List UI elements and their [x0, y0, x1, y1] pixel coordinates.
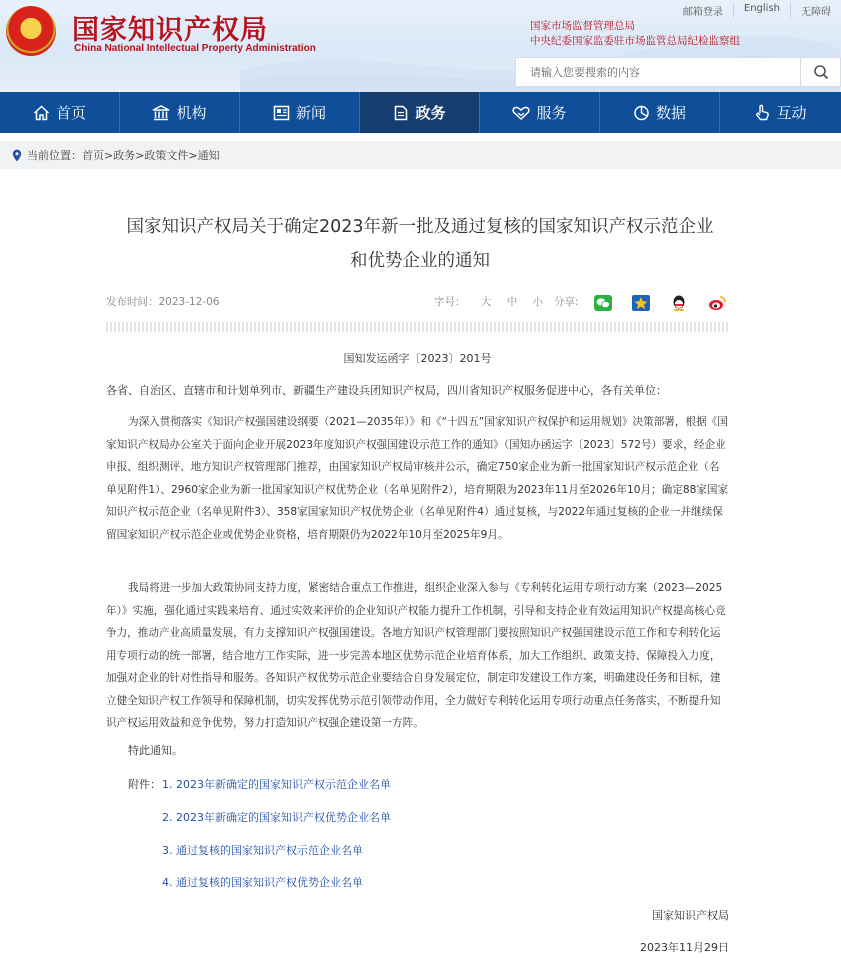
nav-home[interactable]	[0, 92, 120, 133]
closing-text: 特此通知。	[128, 744, 183, 757]
affiliation-samr[interactable]: 国家市场监督管理总局	[530, 20, 635, 32]
national-emblem-logo[interactable]	[6, 6, 56, 56]
font-size-label: 字号：	[434, 296, 466, 308]
addressee: 各省、自治区、直辖市和计划单列市、新疆生产建设兵团知识产权局，四川省知识产权服务促进中心，各有关单位：	[106, 384, 667, 397]
signature: 国家知识产权局	[652, 909, 729, 922]
location-pin-icon	[12, 149, 22, 162]
nav-label: 数据	[655, 104, 686, 122]
news-icon	[273, 105, 290, 121]
search-input[interactable]	[516, 58, 801, 86]
star-icon[interactable]	[632, 295, 650, 311]
nav-organization[interactable]	[120, 92, 240, 133]
body-paragraph-1: 为深入贯彻落实《知识产权强国建设纲要（2021—2035年）》和《“十四五”国家知识产权保护和运用规划》决策部署，根据《国家知识产权局办公室关于面向企业开展2023年度知识产权强国建设示范工作的通知》（国知办函运字〔2023〕572号）要求，经企业申报、组织测评、地方知识产权管理部门推荐，由国家知识产权局审核并公示，确定750家企业为新一批国家知识产权示范企业（名单见附件1）、2960家企业为新一批国家知识产权优势企业（名单见附件2），培育期限为2023年11月至2026年10月；确定88家国家知识产权示范企业（名单见附件3）、358家国家知识产权优势企业（名单见附件4）通过复核，与2022年通过复核的企业一并继续保留国家知识产权示范企业或优势企业资格，培育期限仍为2022年10月至2025年9月。	[106, 416, 729, 541]
data-icon	[633, 105, 650, 121]
nav-label: 机构	[176, 104, 207, 122]
font-size-control	[434, 294, 543, 309]
nav-label: 互动	[776, 104, 807, 122]
search-button[interactable]	[800, 58, 840, 86]
top-links	[673, 3, 841, 18]
attachment-link-4[interactable]: 4. 通过复核的国家知识产权优势企业名单	[162, 876, 363, 889]
main-nav	[0, 92, 841, 133]
search-box	[515, 57, 841, 87]
meta-divider	[106, 322, 729, 332]
home-icon	[33, 105, 50, 121]
star-icon: ★	[26, 19, 39, 35]
nav-data[interactable]	[600, 92, 720, 133]
handshake-icon	[512, 105, 530, 121]
weibo-icon[interactable]	[708, 295, 726, 311]
nav-government-affairs[interactable]	[360, 92, 480, 133]
site-name-en: China National Intellectual Property Administration	[74, 43, 316, 54]
share-label: 分享:	[554, 296, 579, 308]
document-icon	[393, 105, 409, 121]
search-icon	[813, 64, 829, 80]
attachments-label: 附件：	[128, 778, 161, 791]
nav-interaction[interactable]	[720, 92, 841, 133]
attachment-link-3[interactable]: 3. 通过复核的国家知识产权示范企业名单	[162, 844, 363, 857]
font-size-large[interactable]: 大	[480, 296, 492, 308]
nav-services[interactable]	[480, 92, 600, 133]
top-link-english[interactable]: English	[733, 3, 790, 18]
body-paragraph-2: 我局将进一步加大政策协同支持力度，紧密结合重点工作推进，组织企业深入参与《专利转化运用专项行动方案（2023—2025年）》实施，强化通过实践来培育、通过实效来评价的企业知识产权能力提升工作机制，引导和支持企业有效运用知识产权提高核心竞争力，推动产业高质量发展，有力支撑知识产权强国建设。各地方知识产权管理部门要按照知识产权强国建设示范工作和专利转化运用专项行动的统一部署，结合地方工作实际，进一步完善本地区优势示范企业培育体系，加大工作组织、政策支持、保障投入力度，加强对企业的针对性指导和服务。各知识产权优势示范企业要结合自身发展定位，制定印发建设工作方案，明确建设任务和目标，建立健全知识产权工作领导和保障机制，切实发挥优势示范引领带动作用，全力做好专利转化运用专项行动重点任务落实，不断提升知识产权运用效益和竞争优势，努力打造知识产权强企建设第一方阵。	[106, 582, 726, 729]
top-link-mail[interactable]: 邮箱登录	[682, 7, 723, 18]
publish-date: 发布时间：2023-12-06	[106, 296, 220, 308]
wechat-icon[interactable]	[594, 295, 612, 311]
article-title-line1: 国家知识产权局关于确定2023年新一批及通过复核的国家知识产权示范企业	[126, 217, 714, 237]
building-icon	[152, 105, 170, 121]
top-link-accessibility[interactable]: 无障碍	[790, 3, 841, 18]
site-name-cn[interactable]: 国家知识产权局	[72, 15, 268, 46]
font-size-medium[interactable]: 中	[506, 296, 518, 308]
breadcrumb-text[interactable]: 当前位置：首页>政务>政策文件>通知	[27, 149, 220, 162]
article-title	[100, 210, 740, 278]
nav-label: 首页	[55, 104, 86, 122]
site-header	[0, 0, 841, 92]
affiliation-discipline[interactable]: 中央纪委国家监委驻市场监管总局纪检监察组	[530, 35, 740, 47]
nav-news[interactable]	[240, 92, 360, 133]
document-number: 国知发运函字〔2023〕201号	[343, 352, 492, 365]
qq-icon[interactable]	[670, 295, 688, 311]
share-icons	[594, 295, 746, 311]
hand-pointer-icon	[754, 104, 770, 121]
nav-label: 政务	[415, 104, 446, 122]
nav-label: 服务	[536, 104, 567, 122]
article-title-line2: 和优势企业的通知	[350, 251, 490, 271]
nav-label: 新闻	[295, 104, 326, 122]
signature-date: 2023年11月29日	[640, 941, 729, 954]
font-size-small[interactable]: 小	[532, 296, 544, 308]
attachment-link-1[interactable]: 1. 2023年新确定的国家知识产权示范企业名单	[162, 778, 391, 791]
attachment-link-2[interactable]: 2. 2023年新确定的国家知识产权优势企业名单	[162, 811, 391, 824]
affiliations	[530, 19, 740, 49]
breadcrumb	[0, 141, 841, 169]
